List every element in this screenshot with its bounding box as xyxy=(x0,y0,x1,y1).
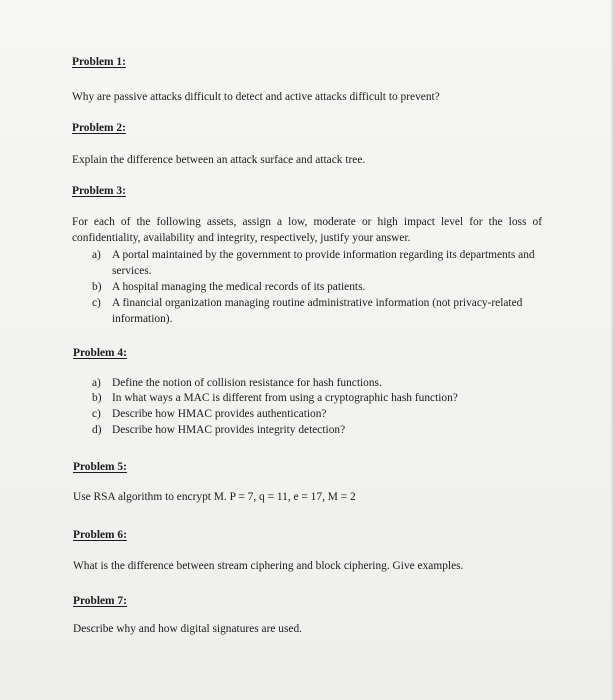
problem-3-intro: For each of the following assets, assign a low, moderate or high impact level for the loss of confidentiality, availability and integrity, respectively, justify your answer. xyxy=(72,216,542,244)
item-text: Describe how HMAC provides authentication? xyxy=(112,408,327,420)
item-label: c) xyxy=(92,408,101,420)
problem-2-text: Explain the difference between an attack surface and attack tree. xyxy=(72,154,366,166)
page-edge-shadow xyxy=(611,0,615,700)
problem-5-heading: Problem 5: xyxy=(73,461,127,473)
problem-6-heading: Problem 6: xyxy=(73,529,127,541)
item-label: a) xyxy=(92,377,101,389)
problem-4-item-b xyxy=(92,391,544,407)
problem-6-text: What is the difference between stream ciphering and block ciphering. Give examples. xyxy=(73,560,464,572)
problem-7-text: Describe why and how digital signatures are used. xyxy=(73,623,303,635)
problem-4-heading: Problem 4: xyxy=(73,347,127,359)
problem-4-item-a xyxy=(92,376,544,392)
problem-2-heading: Problem 2: xyxy=(72,122,126,134)
item-text: A hospital managing the medical records of its patients. xyxy=(112,281,366,293)
problem-4-item-c xyxy=(92,407,544,423)
item-text: Define the notion of collision resistance for hash functions. xyxy=(112,377,382,389)
item-text: Describe how HMAC provides integrity detection? xyxy=(112,424,346,436)
item-text: A financial organization managing routine administrative information (not privacy-related information). xyxy=(112,297,523,325)
problem-1-text: Why are passive attacks difficult to detect and active attacks difficult to prevent? xyxy=(72,91,440,103)
problem-3-item-b xyxy=(92,280,544,296)
item-label: b) xyxy=(92,392,102,404)
problem-3-item-c xyxy=(92,296,544,327)
item-label: c) xyxy=(92,297,101,309)
item-label: d) xyxy=(92,424,102,436)
problem-4-item-d xyxy=(92,423,544,439)
problem-1-heading: Problem 1: xyxy=(72,56,126,68)
item-label: b) xyxy=(92,281,102,293)
problem-7-heading: Problem 7: xyxy=(73,595,127,607)
problem-5-text: Use RSA algorithm to encrypt M. P = 7, q = 11, e = 17, M = 2 xyxy=(73,491,356,503)
item-label: a) xyxy=(92,249,101,261)
problem-3-item-a xyxy=(92,248,544,279)
item-text: In what ways a MAC is different from using a cryptographic hash function? xyxy=(112,392,458,404)
problem-3-heading: Problem 3: xyxy=(72,185,126,197)
item-text: A portal maintained by the government to provide information regarding its departments and services. xyxy=(112,249,535,277)
